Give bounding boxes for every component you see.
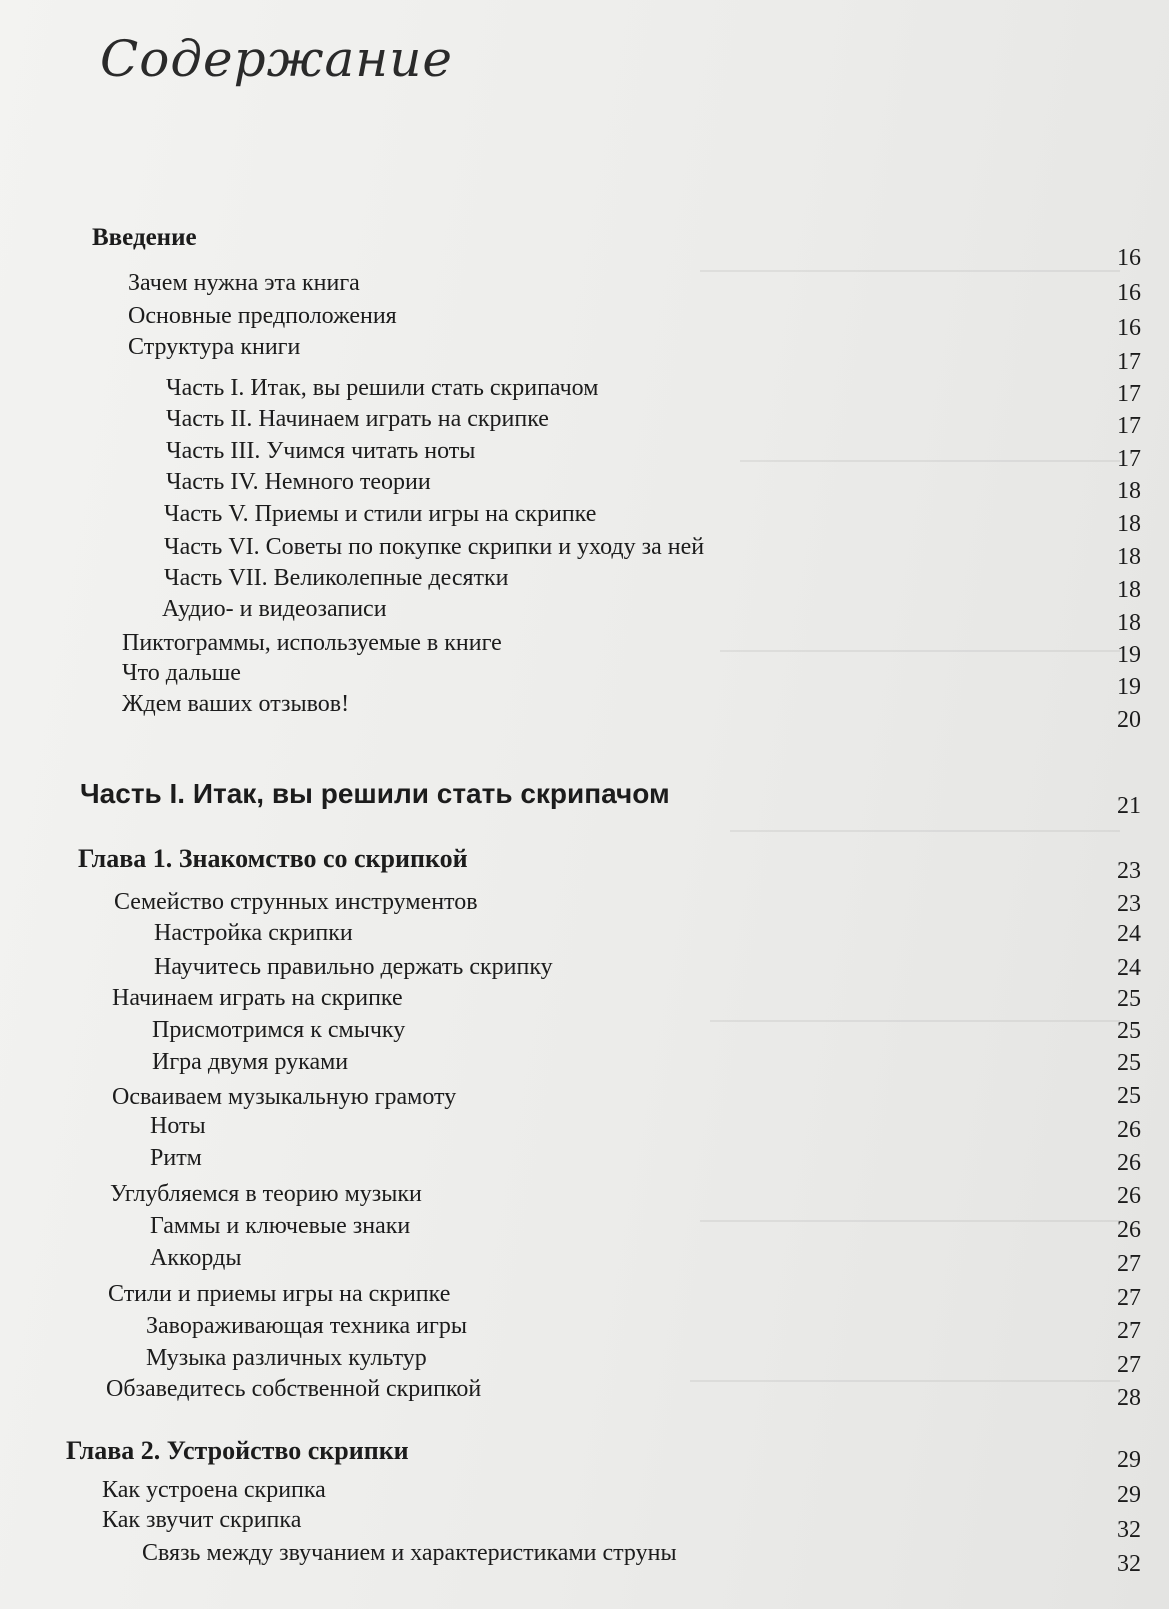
toc-page-number: 23 (1117, 891, 1141, 917)
toc-entry: Аккорды (150, 1245, 242, 1271)
toc-page-number: 26 (1117, 1183, 1141, 1209)
toc-entry: Ноты (150, 1113, 206, 1139)
toc-entry: Пиктограммы, используемые в книге (122, 630, 502, 656)
toc-page-number: 25 (1117, 1050, 1141, 1076)
toc-entry: Основные предположения (128, 303, 397, 329)
toc-entry: Как устроена скрипка (102, 1477, 326, 1503)
toc-page-number: 32 (1117, 1517, 1141, 1543)
toc-entry: Структура книги (128, 334, 301, 360)
toc-page-number: 18 (1117, 577, 1141, 603)
toc-entry: Что дальше (122, 660, 241, 686)
toc-page-number: 17 (1117, 381, 1141, 407)
toc-entry: Настройка скрипки (154, 920, 353, 946)
toc-page-number: 19 (1117, 642, 1141, 668)
toc-page-number: 28 (1117, 1385, 1141, 1411)
toc-page-number: 27 (1117, 1251, 1141, 1277)
toc-entry: Углубляемся в теорию музыки (110, 1181, 422, 1207)
toc-entry: Музыка различных культур (146, 1345, 427, 1371)
toc-page-number: 18 (1117, 511, 1141, 537)
toc-entry: Аудио- и видеозаписи (162, 596, 387, 622)
toc-page-number: 17 (1117, 349, 1141, 375)
toc-entry: Ждем ваших отзывов! (122, 691, 350, 717)
toc-page-number: 25 (1117, 986, 1141, 1012)
toc-entry: Научитесь правильно держать скрипку (154, 954, 553, 980)
toc-page-number: 29 (1117, 1447, 1141, 1473)
page-title: Содержание (100, 30, 454, 88)
toc-entry: Часть V. Приемы и стили игры на скрипке (164, 501, 597, 527)
toc-entry: Связь между звучанием и характеристиками струны (142, 1540, 677, 1566)
toc-page-number: 32 (1117, 1551, 1141, 1577)
toc-entry: Ритм (150, 1145, 202, 1171)
toc-page-number: 29 (1117, 1482, 1141, 1508)
toc-entry: Часть VII. Великолепные десятки (164, 565, 509, 591)
toc-entry: Осваиваем музыкальную грамоту (112, 1084, 457, 1110)
toc-page-number: 23 (1117, 858, 1141, 884)
toc-page-number: 17 (1117, 446, 1141, 472)
toc-entry: Часть II. Начинаем играть на скрипке (166, 406, 549, 432)
toc-page-number: 16 (1117, 280, 1141, 306)
toc-entry: Завораживающая техника игры (146, 1313, 467, 1339)
toc-entry: Стили и приемы игры на скрипке (108, 1281, 451, 1307)
toc-entry: Часть I. Итак, вы решили стать скрипачом (166, 375, 599, 401)
toc-entry: Часть III. Учимся читать ноты (166, 438, 476, 464)
toc-part-heading: Часть I. Итак, вы решили стать скрипачом (80, 778, 670, 809)
toc-entry: Зачем нужна эта книга (128, 270, 360, 296)
toc-page-number: 26 (1117, 1117, 1141, 1143)
toc-page-number: 18 (1117, 544, 1141, 570)
toc-entry: Гаммы и ключевые знаки (150, 1213, 411, 1239)
toc-page-number: 18 (1117, 478, 1141, 504)
toc-page-number: 18 (1117, 610, 1141, 636)
toc-page-number: 25 (1117, 1018, 1141, 1044)
toc-page-number: 16 (1117, 315, 1141, 341)
toc-page-number: 27 (1117, 1318, 1141, 1344)
toc-page-number: 27 (1117, 1285, 1141, 1311)
toc-entry: Игра двумя руками (152, 1049, 349, 1075)
toc-section-intro: Введение (92, 224, 197, 251)
toc-page-number: 16 (1117, 245, 1141, 271)
toc-chapter-heading: Глава 2. Устройство скрипки (66, 1436, 409, 1465)
toc-page-number: 27 (1117, 1352, 1141, 1378)
toc-page-number: 19 (1117, 674, 1141, 700)
toc-page-number: 26 (1117, 1150, 1141, 1176)
toc-entry: Как звучит скрипка (102, 1507, 302, 1533)
toc-entry: Часть VI. Советы по покупке скрипки и уходу за ней (164, 534, 705, 560)
toc-page-number: 25 (1117, 1083, 1141, 1109)
toc-page-number: 20 (1117, 707, 1141, 733)
toc-page-number: 24 (1117, 955, 1141, 981)
toc-entry: Начинаем играть на скрипке (112, 985, 403, 1011)
toc-page-number: 24 (1117, 921, 1141, 947)
toc-entry: Обзаведитесь собственной скрипкой (106, 1376, 482, 1402)
toc-entry: Присмотримся к смычку (152, 1017, 406, 1043)
toc-page-number: 21 (1117, 793, 1141, 819)
toc-page-number: 26 (1117, 1217, 1141, 1243)
toc-entry: Семейство струнных инструментов (114, 889, 478, 915)
toc-page-number: 17 (1117, 413, 1141, 439)
toc-chapter-heading: Глава 1. Знакомство со скрипкой (78, 844, 468, 873)
toc-entry: Часть IV. Немного теории (166, 469, 431, 495)
